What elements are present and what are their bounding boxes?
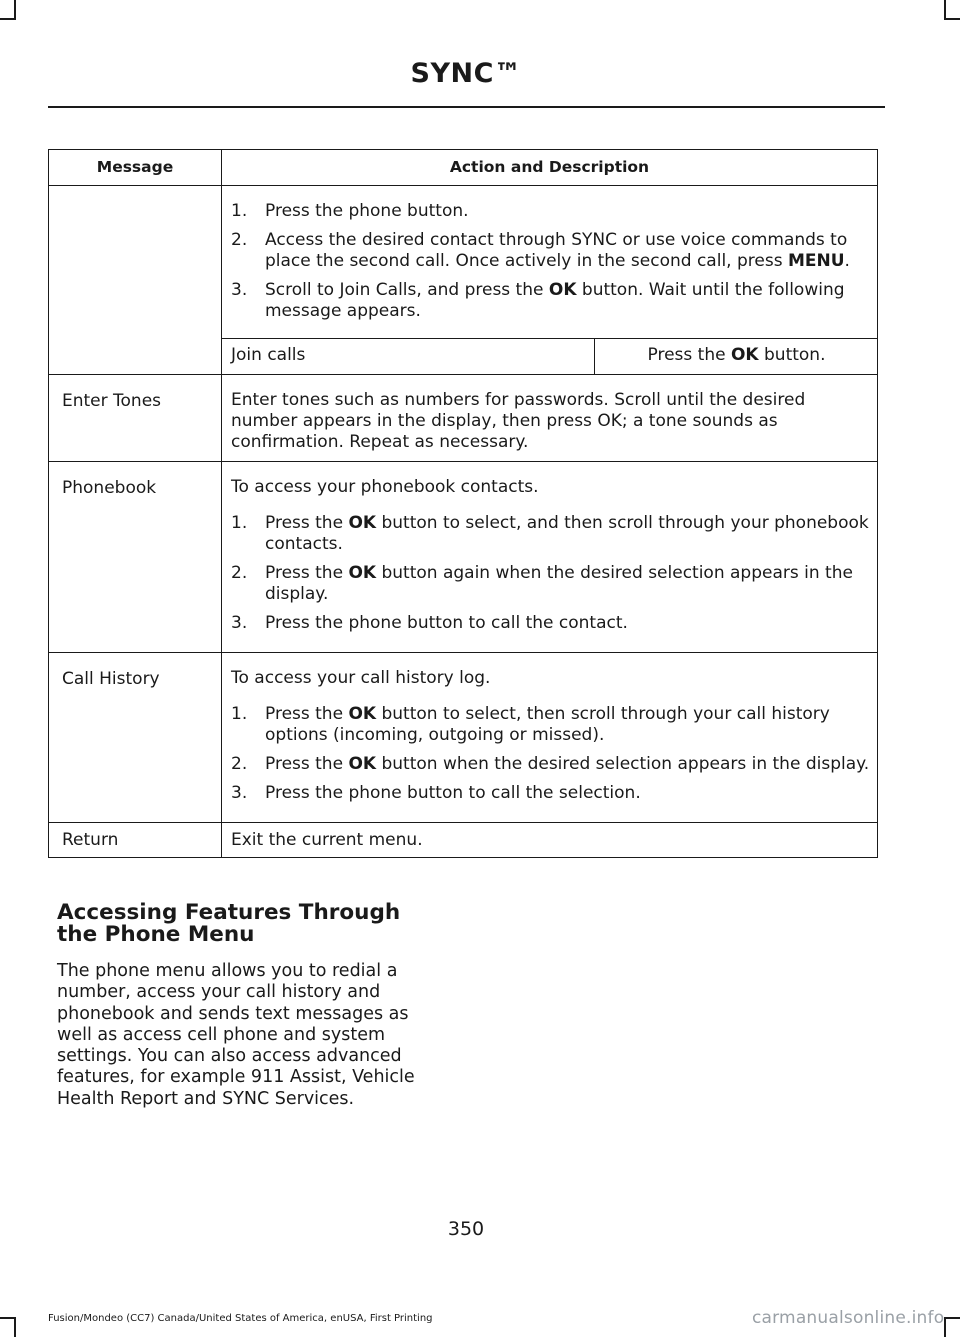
call-history-lead: To access your call history log.: [231, 668, 491, 688]
action-enter-tones: Enter tones such as numbers for passwords. Scroll until the desired number appears in the display, then press OK; a tone sounds as confirmation. Repeat as necessary.: [222, 375, 878, 462]
crop-mark-top-right-h: [944, 18, 960, 20]
sub-message-join-calls: Join calls: [222, 339, 595, 375]
crop-mark-bottom-left-v: [14, 1317, 16, 1337]
menu-key-label: MENU: [787, 251, 845, 271]
message-return: Return: [49, 823, 222, 858]
list-item: 2. Access the desired contact through SYNC or use voice commands to place the second call. Once actively in the second call, press MENU.: [231, 230, 850, 271]
message-phonebook: Phonebook: [49, 462, 222, 653]
header-divider: [48, 106, 885, 108]
list-item: 2. Press the OK button again when the desired selection appears in the display.: [231, 563, 853, 604]
message-call-history: Call History: [49, 653, 222, 823]
ok-key-label: OK: [548, 280, 577, 300]
join-calls-subrow: [222, 339, 877, 375]
message-action-table: [48, 149, 878, 858]
section-heading: Accessing Features Through the Phone Menu: [57, 900, 401, 947]
message-enter-tones: Enter Tones: [49, 375, 222, 462]
list-item: 1. Press the phone button.: [231, 201, 469, 221]
crop-mark-top-left-v: [14, 0, 16, 20]
table-row-call-history: [49, 653, 878, 823]
crop-mark-bottom-right-h: [944, 1317, 960, 1319]
crop-mark-bottom-left-h: [0, 1317, 16, 1319]
message-cell-empty: [49, 186, 222, 375]
list-item: 3. Scroll to Join Calls, and press the OK button. Wait until the following message appears.: [231, 280, 845, 321]
sub-action-join-calls: Press the OK button.: [595, 339, 878, 375]
action-return: Exit the current menu.: [222, 823, 878, 858]
action-cell-join-calls: [222, 186, 878, 375]
page-number: 350: [447, 1218, 485, 1240]
phonebook-lead: To access your phonebook contacts.: [231, 477, 539, 497]
table-row-join-calls: [49, 186, 878, 375]
page-header-title: SYNC™: [410, 58, 522, 89]
table-row-phonebook: [49, 462, 878, 653]
action-call-history: [222, 653, 878, 823]
crop-mark-top-left-h: [0, 18, 16, 20]
phonebook-steps: [231, 513, 871, 634]
watermark: carmanualsonline.info: [752, 1308, 945, 1328]
footer-text: Fusion/Mondeo (CC7) Canada/United States of America, enUSA, First Printing: [48, 1313, 433, 1324]
list-item: 1. Press the OK button to select, and then scroll through your phonebook contacts.: [231, 513, 869, 554]
table-header-row: [49, 150, 878, 186]
action-phonebook: [222, 462, 878, 653]
list-item: 1. Press the OK button to select, then scroll through your call history options (incoming, outgoing or missed).: [231, 704, 830, 745]
list-item: 2. Press the OK button when the desired selection appears in the display.: [231, 754, 870, 774]
crop-mark-top-right-v: [944, 0, 946, 20]
column-header-message: Message: [49, 150, 222, 186]
list-item: 3. Press the phone button to call the selection.: [231, 783, 641, 803]
list-item: 3. Press the phone button to call the contact.: [231, 613, 628, 633]
join-calls-steps: [231, 201, 871, 322]
ok-key-label: OK: [730, 345, 759, 365]
table-row-enter-tones: [49, 375, 878, 462]
join-calls-subtable: [222, 186, 877, 374]
column-header-action: Action and Description: [222, 150, 878, 186]
section-body: The phone menu allows you to redial a number, access your call history and phonebook and sends text messages as well as access cell phone and system settings. You can also access advanced features, for example 911 Assist, Vehicle Health Report and SYNC Services.: [57, 961, 415, 1109]
table-row-return: [49, 823, 878, 858]
call-history-steps: [231, 704, 871, 804]
